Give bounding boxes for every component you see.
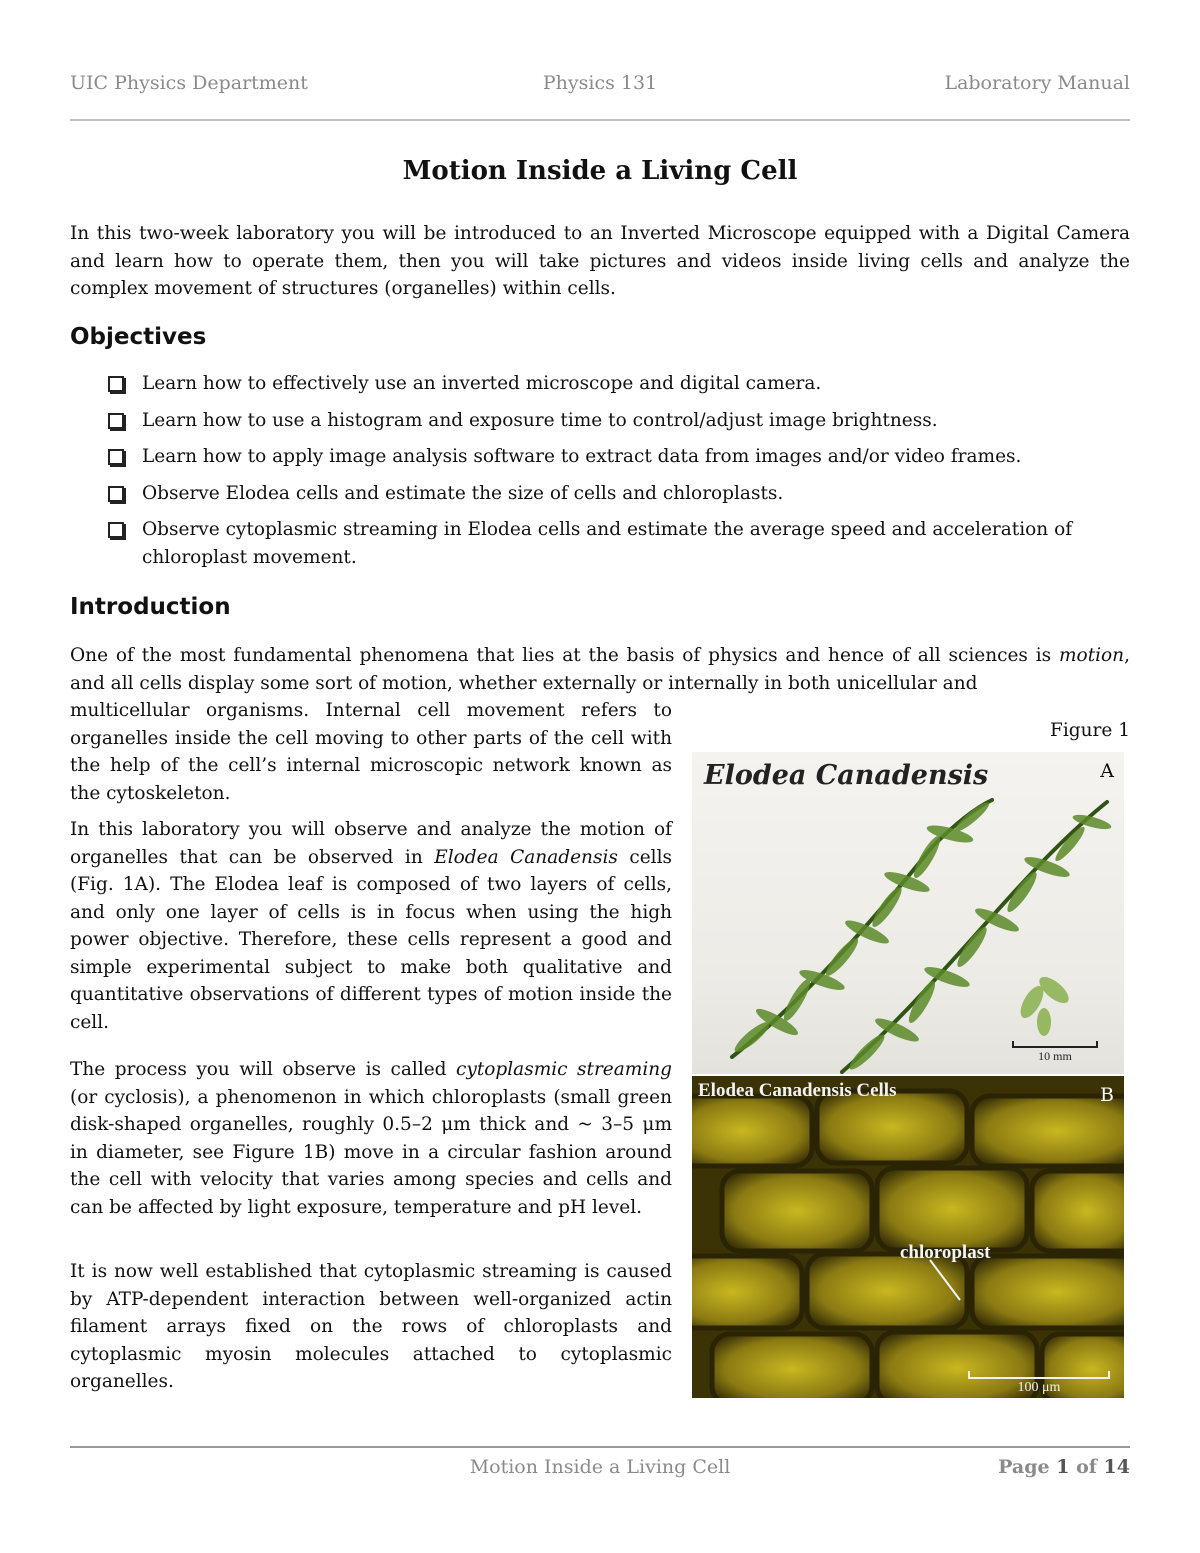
figure-label: Figure 1 — [1050, 720, 1130, 741]
checkbox-icon — [108, 413, 124, 429]
panel-b-letter: B — [1100, 1084, 1114, 1106]
intro-paragraph-4: It is now well established that cytoplasmic streaming is caused by ATP-dependent interaction between well-organized actin filament arrays fixed on the rows of chloroplasts and cytoplasmic myosin molecules attached to cytoplasmic organelles. — [70, 1261, 672, 1392]
checkbox-icon — [108, 486, 124, 502]
objective-item: Observe cytoplasmic streaming in Elodea cells and estimate the average speed and acceleration of chloroplast movement. — [70, 516, 1130, 571]
checkbox-icon — [108, 522, 124, 538]
panel-a-scale-bar — [1012, 1041, 1098, 1064]
footer-divider — [70, 1446, 1130, 1448]
panel-a-letter: A — [1100, 760, 1114, 782]
scale-bar-line — [1012, 1041, 1098, 1048]
introduction-heading: Introduction — [70, 594, 231, 620]
panel-a-title: Elodea Canadensis — [704, 760, 989, 791]
elodea-plant-illustration — [692, 752, 1124, 1074]
checkbox-icon — [108, 376, 124, 392]
elodea-cells-micrograph — [692, 1076, 1124, 1398]
chloroplast-annotation: chloroplast — [900, 1242, 991, 1263]
intro-paragraph-1: One of the most fundamental phenomena that lies at the basis of physics and hence of all sciences is motion, and all cells display some sort of motion, whether externally or internally in both unicellular and — [70, 645, 1130, 694]
intro-paragraph-1-continued: multicellular organisms. Internal cell movement refers to organelles inside the cell moving to other parts of the cell with the help of the cell’s internal microscopic network known as the cytoskeleton. — [70, 700, 672, 804]
document-page — [70, 0, 1130, 1553]
panel-b-scale-bar — [968, 1371, 1110, 1396]
page-header — [70, 72, 1130, 100]
header-manual: Laboratory Manual — [944, 72, 1130, 94]
intro-paragraph-3: The process you will observe is called cytoplasmic streaming (or cyclosis), a phenomenon in which chloroplasts (small green disk-shaped organelles, roughly 0.5–2 μm thick and ~ 3–5 μm in diameter, see Figure 1B) move in a circular fashion around the cell with velocity that varies among species and cells and can be affected by light exposure, temperature and pH level. — [70, 1059, 672, 1218]
objective-item: Learn how to apply image analysis software to extract data from images and/or video frames. — [70, 443, 1130, 471]
scale-bar-line — [968, 1371, 1110, 1379]
header-department: UIC Physics Department — [70, 72, 308, 94]
header-course: Physics 131 — [542, 72, 658, 94]
figure-panel-a — [692, 752, 1124, 1074]
objective-item: Observe Elodea cells and estimate the size of cells and chloroplasts. — [70, 480, 1130, 508]
checkbox-icon — [108, 449, 124, 465]
intro-paragraph: In this two-week laboratory you will be introduced to an Inverted Microscope equipped with a Digital Camera and learn how to operate them, then you will take pictures and videos inside living cells and analyze the complex movement of structures (organelles) within cells. — [70, 223, 1130, 299]
objectives-list — [70, 370, 1130, 580]
objectives-heading: Objectives — [70, 324, 207, 350]
panel-b-scale-label: 100 μm — [1017, 1380, 1061, 1395]
panel-a-scale-label: 10 mm — [1038, 1049, 1072, 1063]
objective-item: Learn how to use a histogram and exposure time to control/adjust image brightness. — [70, 407, 1130, 435]
objective-item: Learn how to effectively use an inverted microscope and digital camera. — [70, 370, 1130, 398]
figure-1 — [692, 752, 1124, 1398]
intro-paragraph-2: In this laboratory you will observe and analyze the motion of organelles that can be observed in Elodea Canadensis cells (Fig. 1A). The Elodea leaf is composed of two layers of cells, and only one layer of cells is in focus when using the high power objective. Therefore, these cells represent a good and simple experimental subject to make both qualitative and quantitative observations of different types of motion inside the cell. — [70, 819, 672, 1033]
panel-b-title: Elodea Canadensis Cells — [698, 1080, 897, 1101]
footer-title: Motion Inside a Living Cell — [469, 1456, 731, 1478]
page-title: Motion Inside a Living Cell — [402, 156, 798, 186]
figure-panel-b — [692, 1076, 1124, 1398]
page-number: Page 1 of 14 — [998, 1456, 1130, 1478]
header-divider — [70, 119, 1130, 121]
